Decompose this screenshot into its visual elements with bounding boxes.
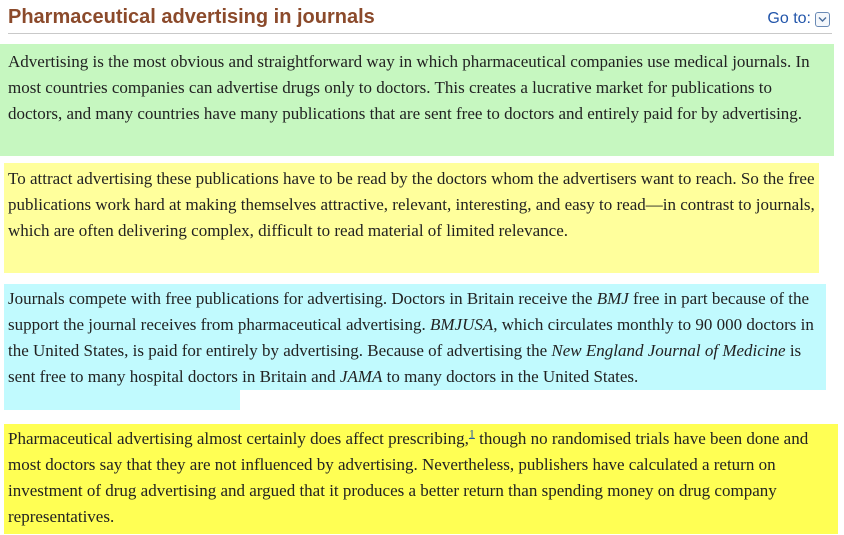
journal-name-nejm: New England Journal of Medicine	[551, 341, 786, 360]
journal-name-jama: JAMA	[339, 367, 383, 386]
section-title: Pharmaceutical advertising in journals	[8, 6, 375, 28]
text-segment: to many doctors in the United States.	[382, 367, 639, 386]
goto-menu[interactable]	[767, 10, 830, 28]
journal-name-bmj: BMJ	[596, 289, 629, 308]
paragraph-prescribing-effect	[4, 424, 838, 534]
paragraph-advertising-overview: Advertising is the most obvious and straightforward way in which pharmaceutical companies use medical journals. In most countries companies can advertise drugs only to doctors. This creates a lucrative market for publications to doctors, and many countries have many publications that are sent free to doctors and entirely paid for by advertising.	[0, 44, 834, 156]
paragraph-free-publications: To attract advertising these publications have to be read by the doctors whom the advertisers want to reach. So the free publications work hard at making themselves attractive, relevant, interesting, and easy to read—in contrast to journals, which are often delivering complex, difficult to read material of limited relevance.	[4, 163, 819, 273]
paragraph-journal-competition	[4, 284, 826, 390]
text-segment: Pharmaceutical advertising almost certainly does affect prescribing,	[8, 429, 469, 448]
text-segment: free in part because of the support the journal receives from pharmaceutical advertising.	[8, 289, 810, 334]
text-segment: though no randomised trials have been done and most doctors say that they are not influenced by advertising. Nevertheless, publishers have calculated a return on investment of drug advertising and argued that it produces a better return than spending money on drug company representatives.	[8, 429, 809, 526]
journal-name-bmjusa: BMJUSA	[430, 315, 494, 334]
paragraph-highlight-tail	[4, 390, 240, 410]
reference-link[interactable]: 1	[468, 426, 475, 441]
text-segment: , which circulates monthly to 90 000 doctors in the United States, is paid for entirely by advertising. Because of advertising the	[8, 315, 814, 360]
goto-label[interactable]: Go to:	[767, 10, 811, 27]
section-header	[0, 0, 844, 36]
text-segment: is sent free to many hospital doctors in Britain and	[8, 341, 802, 386]
header-divider	[8, 33, 832, 34]
chevron-down-icon[interactable]	[815, 12, 830, 27]
text-segment: Journals compete with free publications for advertising. Doctors in Britain receive the	[8, 289, 597, 308]
